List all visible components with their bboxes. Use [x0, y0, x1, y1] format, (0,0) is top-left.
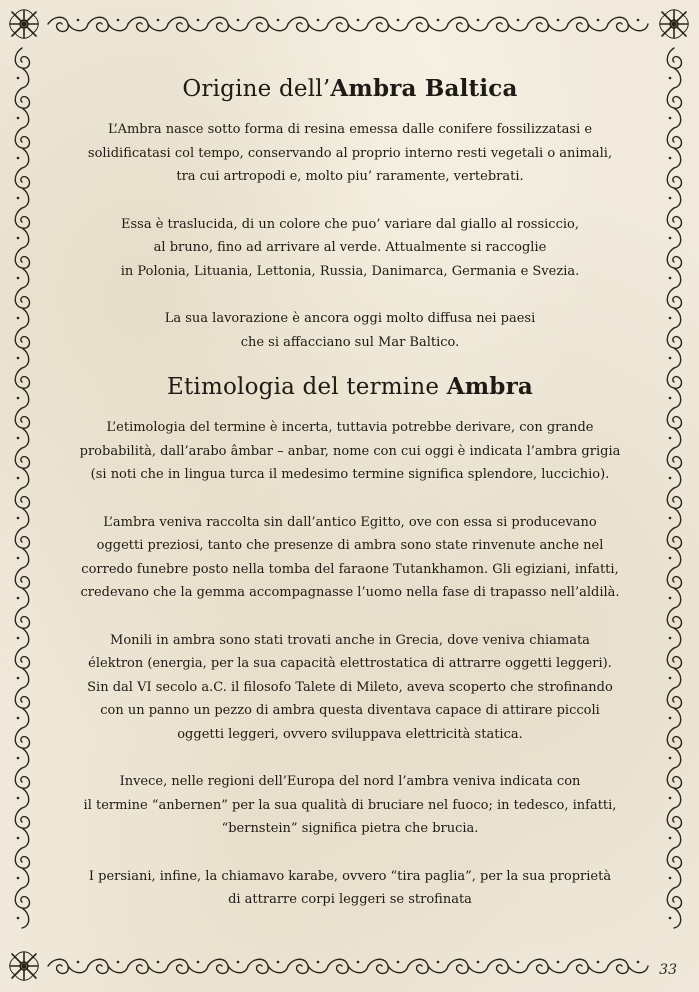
- border-scroll-top: [48, 17, 88, 31]
- paragraph: [60, 770, 640, 841]
- paragraph: [60, 213, 640, 284]
- border-scroll-bottom: [408, 959, 448, 973]
- border-scroll-left: [15, 168, 29, 208]
- border-scroll-bottom: [88, 959, 128, 973]
- border-scroll-top: [288, 17, 328, 31]
- border-scroll-left: [15, 448, 29, 488]
- border-scroll-right: [667, 808, 681, 848]
- paragraph-line: I persiani, infine, la chiamavo karabe, ovvero “tira paglia”, per la sua proprietà: [88, 868, 612, 884]
- paragraph: [60, 307, 640, 354]
- paragraph-line: (si noti che in lingua turca il medesimo termine significa splendore, luccichio).: [90, 467, 610, 482]
- border-scroll-bottom: [288, 959, 328, 973]
- border-scroll-right: [667, 448, 681, 488]
- border-scroll-top: [608, 17, 648, 31]
- border-scroll-left: [15, 528, 29, 568]
- corner-ornament-bottom-left: [10, 952, 39, 981]
- paragraph-line: Invece, nelle regioni dell’Europa del nord l’ambra veniva indicata con: [119, 774, 581, 789]
- page-number: 33: [659, 962, 677, 978]
- border-scroll-bottom: [128, 959, 168, 973]
- border-scroll-right: [667, 888, 681, 928]
- border-scroll-top: [488, 17, 528, 31]
- section-title: [60, 70, 640, 108]
- section-title-emphasis: Ambra: [446, 373, 533, 400]
- border-scroll-bottom: [608, 959, 648, 973]
- paragraph-line: tra cui artropodi e, molto piu’ raramente, vertebrati.: [176, 169, 524, 184]
- border-scroll-top: [248, 17, 288, 31]
- paragraph-line: di attrarre corpi leggeri se strofinata: [228, 892, 472, 907]
- border-scroll-right: [667, 648, 681, 688]
- border-scroll-right: [667, 88, 681, 128]
- border-scroll-bottom: [448, 959, 488, 973]
- border-scroll-left: [15, 728, 29, 768]
- border-scroll-bottom: [528, 959, 568, 973]
- border-scroll-right: [667, 128, 681, 168]
- section-title-plain: Etimologia del termine: [167, 374, 447, 400]
- section-title-emphasis: Ambra Baltica: [330, 75, 518, 102]
- border-scroll-top: [168, 17, 208, 31]
- paragraph-line: élektron (energia, per la sua capacità elettrostatica di attrarre oggetti leggeri).: [88, 656, 612, 671]
- border-scroll-left: [15, 408, 29, 448]
- border-scroll-top: [368, 17, 408, 31]
- border-scroll-bottom: [328, 959, 368, 973]
- paragraph: [60, 416, 640, 487]
- border-scroll-right: [667, 48, 681, 88]
- border-scroll-right: [667, 288, 681, 328]
- border-scroll-right: [667, 368, 681, 408]
- paragraph: [60, 118, 640, 189]
- border-scroll-top: [88, 17, 128, 31]
- border-scroll-top: [408, 17, 448, 31]
- paragraph-line: Monili in ambra sono stati trovati anche in Grecia, dove veniva chiamata: [110, 632, 590, 648]
- border-scroll-bottom: [368, 959, 408, 973]
- border-scroll-right: [667, 208, 681, 248]
- section-title-plain: Origine dell’: [182, 76, 331, 102]
- paragraph-line: corredo funebre posto nella tomba del faraone Tutankhamon. Gli egiziani, infatti,: [81, 561, 619, 577]
- border-scroll-left: [15, 648, 29, 688]
- paragraph-line: con un panno un pezzo di ambra questa diventava capace di attirare piccoli: [100, 703, 600, 718]
- border-scroll-left: [15, 808, 29, 848]
- corner-ornament-top-left: [10, 10, 39, 39]
- border-scroll-right: [667, 168, 681, 208]
- paragraph-line: “bernstein” significa pietra che brucia.: [221, 821, 479, 836]
- border-scroll-right: [667, 768, 681, 808]
- border-scroll-right: [667, 608, 681, 648]
- border-scroll-left: [15, 128, 29, 168]
- border-scroll-left: [15, 608, 29, 648]
- paragraph-line: L’etimologia del termine è incerta, tuttavia potrebbe derivare, con grande: [106, 420, 594, 435]
- border-scroll-left: [15, 368, 29, 408]
- border-scroll-left: [15, 568, 29, 608]
- border-scroll-right: [667, 568, 681, 608]
- paragraph-line: che si affacciano sul Mar Baltico.: [240, 334, 460, 350]
- paragraph-line: Essa è traslucida, di un colore che puo’ variare dal giallo al rossiccio,: [121, 216, 579, 232]
- border-scroll-left: [15, 688, 29, 728]
- paragraph-line: oggetti preziosi, tanto che presenze di ambra sono state rinvenute anche nel: [96, 538, 604, 553]
- border-scroll-left: [15, 888, 29, 928]
- paragraph-line: in Polonia, Lituania, Lettonia, Russia, Danimarca, Germania e Svezia.: [120, 263, 580, 279]
- border-scroll-top: [128, 17, 168, 31]
- border-scroll-left: [15, 768, 29, 808]
- section-title: [60, 368, 640, 406]
- border-scroll-bottom: [48, 959, 88, 973]
- paragraph-line: credevano che la gemma accompagnasse l’uomo nella fase di trapasso nell’aldilà.: [80, 585, 620, 600]
- border-scroll-right: [667, 848, 681, 888]
- paragraph-line: L’Ambra nasce sotto forma di resina emessa dalle conifere fossilizzatasi e: [107, 122, 593, 137]
- paragraph-line: il termine “anbernen” per la sua qualità di bruciare nel fuoco; in tedesco, infatti,: [83, 797, 617, 813]
- border-scroll-right: [667, 688, 681, 728]
- border-scroll-left: [15, 208, 29, 248]
- border-scroll-right: [667, 408, 681, 448]
- border-scroll-left: [15, 288, 29, 328]
- border-scroll-top: [568, 17, 608, 31]
- paragraph: [60, 865, 640, 912]
- border-scroll-right: [667, 248, 681, 288]
- border-scroll-left: [15, 488, 29, 528]
- border-scroll-left: [15, 248, 29, 288]
- border-scroll-bottom: [248, 959, 288, 973]
- paragraph: [60, 629, 640, 747]
- paragraph-line: L’ambra veniva raccolta sin dall’antico Egitto, ove con essa si producevano: [103, 514, 597, 530]
- border-scroll-top: [448, 17, 488, 31]
- border-scroll-left: [15, 48, 29, 88]
- border-scroll-top: [528, 17, 568, 31]
- border-scroll-bottom: [568, 959, 608, 973]
- paragraph-line: Sin dal VI secolo a.C. il filosofo Talete di Mileto, aveva scoperto che strofinando: [87, 679, 613, 695]
- page-content: [60, 70, 640, 912]
- paragraph: [60, 511, 640, 605]
- border-scroll-right: [667, 728, 681, 768]
- border-scroll-bottom: [208, 959, 248, 973]
- border-scroll-left: [15, 848, 29, 888]
- paragraph-line: probabilità, dall’arabo âmbar – anbar, nome con cui oggi è indicata l’ambra grigia: [79, 443, 621, 459]
- paragraph-line: al bruno, fino ad arrivare al verde. Attualmente si raccoglie: [153, 240, 547, 255]
- paragraph-line: solidificatasi col tempo, conservando al proprio interno resti vegetali o animali,: [87, 145, 613, 161]
- border-scroll-bottom: [488, 959, 528, 973]
- border-scroll-top: [208, 17, 248, 31]
- border-scroll-right: [667, 528, 681, 568]
- border-scroll-right: [667, 328, 681, 368]
- border-scroll-bottom: [168, 959, 208, 973]
- corner-ornament-top-right: [660, 10, 689, 39]
- paragraph-line: La sua lavorazione è ancora oggi molto diffusa nei paesi: [164, 311, 536, 326]
- border-scroll-right: [667, 488, 681, 528]
- paragraph-line: oggetti leggeri, ovvero sviluppava elettricità statica.: [177, 726, 523, 742]
- border-scroll-left: [15, 328, 29, 368]
- border-scroll-left: [15, 88, 29, 128]
- border-scroll-top: [328, 17, 368, 31]
